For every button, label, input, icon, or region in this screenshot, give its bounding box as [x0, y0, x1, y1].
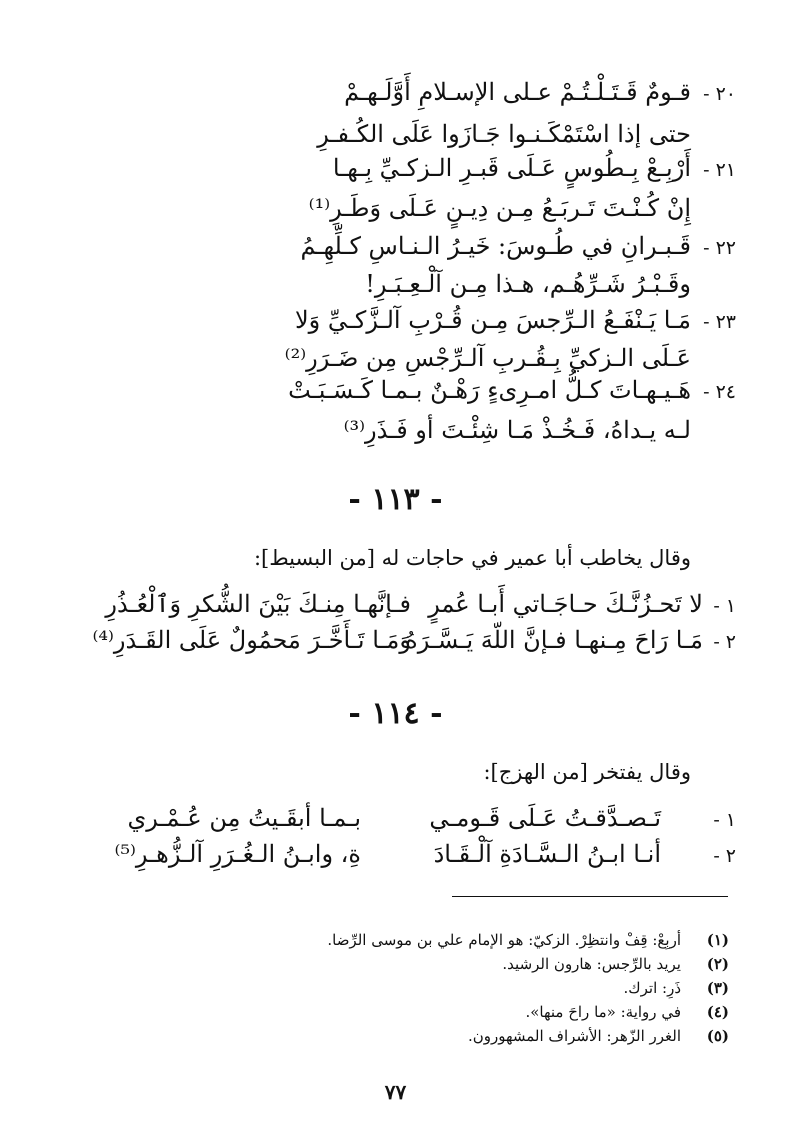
verse-number: ١ - — [713, 809, 736, 831]
verse-second-hemistich: ةِ، وابـنُ الـغُـرَرِ آلـزُّهـرِ⁽⁵⁾ — [114, 840, 361, 868]
verse-second-hemistich: حتى إذا اسْتَمْكَـنـوا جَـازَوا عَلَى الكُـفـرِ — [317, 120, 691, 148]
verse-second-hemistich: فـإنَّهـا مِنـكَ بَيْنَ الشُّكرِ وَٱلْعُـذُرِ — [105, 590, 411, 618]
verse-first-hemistich: لا تَحـزُنَّـكَ حـاجَـاتي أَبـا عُمرٍ — [428, 590, 703, 618]
poem-heading-113: - ١١٣ - — [348, 482, 443, 517]
verse-number: ٢٣ - — [703, 311, 736, 333]
verse-first-hemistich: مَـا يَـنْفَـعُ الـرِّجسَ مِـن قُـرْبِ آلـزَّكـيِّ وَلا — [294, 306, 691, 334]
page-number: ٧٧ — [384, 1080, 407, 1104]
verse-first-hemistich: أَرْبِـعْ بِـطُوسٍ عَـلَى قَبـرِ الـزكـيِّ بِـهـا — [332, 154, 691, 182]
footnote-text: أربِعْ: قِفْ وانتظِرْ. الزكيّ: هو الإمام علي بن موسى الرِّضا. — [327, 931, 681, 949]
footnote-number: (٢) — [706, 955, 729, 973]
footnote-text: في رواية: «ما راحَ منها». — [525, 1003, 681, 1021]
footnote-number: (١) — [706, 931, 729, 949]
poem-heading-114: - ١١٤ - — [348, 696, 443, 731]
verse-second-hemistich: إِنْ كُـنْـتَ تَـربَـعُ مِـن دِيـنٍ عَـلَى وَطَـرِ⁽¹⁾ — [308, 194, 691, 222]
verse-number: ٢١ - — [703, 159, 736, 181]
poem-intro-114: وقال يفتخر [من الهزج]: — [483, 760, 691, 784]
footnote-number: (٤) — [706, 1003, 729, 1021]
footnote-divider — [452, 896, 728, 897]
verse-first-hemistich: مَـا رَاحَ مِـنهـا فـإنَّ اللّهَ يَـسَّـرَهُ — [405, 626, 703, 654]
verse-number: ١ - — [713, 595, 736, 617]
verse-second-hemistich: وقَـبْـرُ شَـرِّهُـم، هـذا مِـن آلْـعِـبَـرِ! — [365, 270, 691, 298]
verse-number: ٢٠ - — [703, 83, 736, 105]
verse-second-hemistich: بـمـا أبقَـيتُ مِن عُـمْـري — [127, 804, 361, 832]
verse-first-hemistich: تَـصـدَّقـتُ عَـلَى قَـومـي — [429, 804, 661, 832]
verse-first-hemistich: قَـبـرانِ في طُـوسَ: خَيـرُ الـنـاسِ كـلِّهِـمُ — [300, 232, 691, 260]
verse-first-hemistich: هَـيـهـاتَ كـلُّ امـرِىءٍ رَهْـنٌ بـمـا كَـسَـبَـتْ — [288, 376, 691, 404]
footnote-text: الغرر الزّهر: الأشراف المشهورون. — [467, 1027, 681, 1045]
verse-second-hemistich: وَمَـا تَـأَخَّـرَ مَحمُولٌ عَلَى القَـدَرِ⁽⁴⁾ — [92, 626, 411, 654]
footnote-text: يريد بالرِّجس: هارون الرشيد. — [502, 955, 681, 973]
verse-number: ٢٢ - — [703, 237, 736, 259]
poem-intro-113: وقال يخاطب أبا عمير في حاجات له [من البسيط]: — [253, 546, 691, 570]
verse-number: ٢٤ - — [703, 381, 736, 403]
footnote-number: (٥) — [706, 1027, 729, 1045]
verse-second-hemistich: لـه يـداهُ، فَـخُـذْ مَـا شِئْـتَ أو فَـذَرِ⁽³⁾ — [343, 416, 691, 444]
verse-second-hemistich: عَـلَى الـزكيِّ بِـقُـربِ آلـرِّجْسِ مِن ضَـرَرِ⁽²⁾ — [284, 344, 691, 372]
verse-first-hemistich: قـومٌ قَـتَـلْـتُـمْ عـلى الإسـلامِ أَوَّلَـهـمْ — [344, 78, 691, 106]
verse-number: ٢ - — [713, 845, 736, 867]
verse-first-hemistich: أنـا ابـنُ الـسَّـادَةِ آلْـقَـادَ — [433, 840, 661, 868]
footnote-number: (٣) — [706, 979, 729, 997]
footnote-text: ذَرِ: اترك. — [623, 979, 681, 997]
verse-number: ٢ - — [713, 631, 736, 653]
